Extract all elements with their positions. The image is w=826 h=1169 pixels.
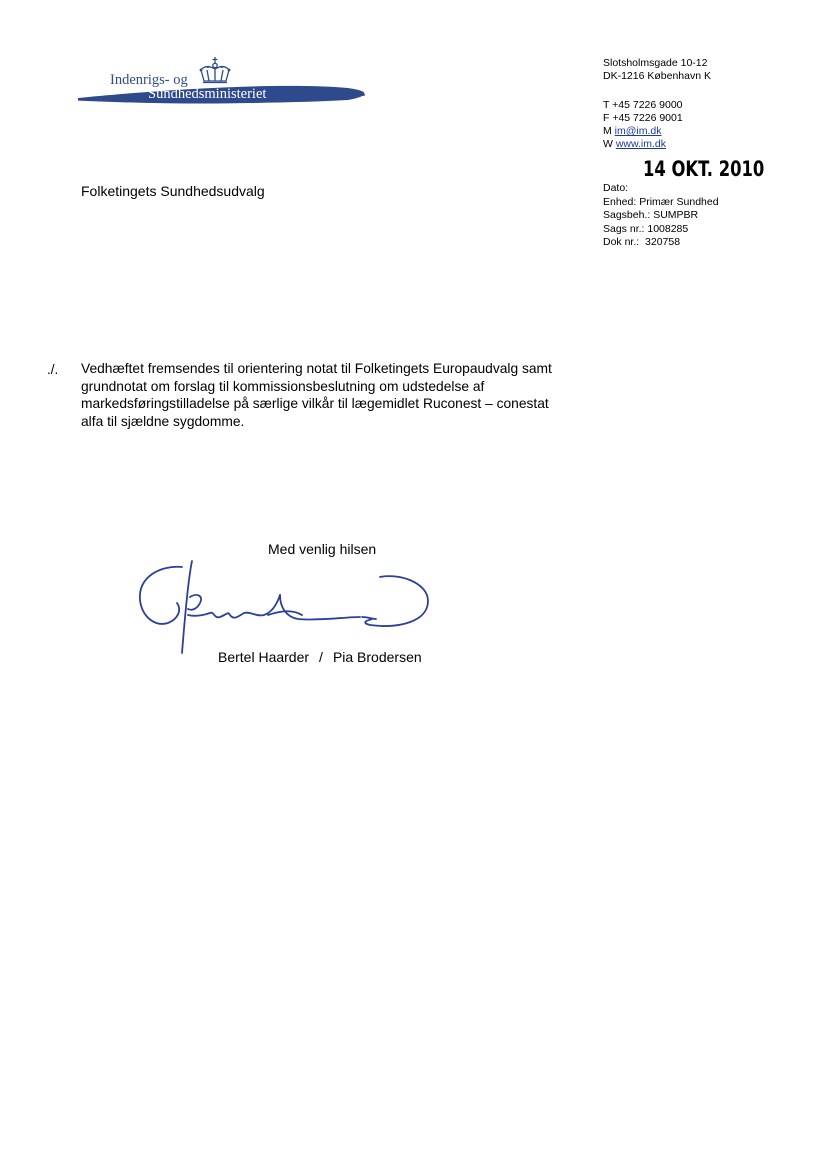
logo-text-line1: Indenrigs- og [110,72,188,88]
meta-case-number: Sags nr.: 1008285 [603,222,689,235]
meta-document-number: Dok nr.: 320758 [603,236,681,248]
body-line: alfa til sjældne sygdomme. [81,413,245,429]
fax-number: F +45 7226 9001 [603,112,683,124]
logo-text-line2: Sundhedsministeriet [148,86,267,102]
body-line: Vedhæftet fremsendes til orientering notat til Folketingets Europaudvalg samt [81,361,552,376]
enclosure-mark: ./. [47,362,59,377]
meta-unit: Enhed: Primær Sundhed [603,195,719,208]
website-link[interactable]: www.im.dk [615,138,667,150]
website-row [603,138,666,151]
email-link[interactable]: im@im.dk [614,125,662,137]
email-row [603,125,662,138]
signers [218,649,422,665]
phone-number: T +45 7226 9000 [603,99,683,111]
signer-minister: Bertel Haarder [218,649,310,665]
crown-icon [197,56,233,86]
signer-separator: / [319,649,323,665]
recipient: Folketingets Sundhedsudvalg [81,183,265,199]
website-prefix: W [603,138,613,150]
signer-official: Pia Brodersen [332,649,422,665]
body-line: markedsføringstilladelse på særlige vilkår til lægemidlet Ruconest – conestat [81,396,549,411]
meta-date: Dato: [603,182,629,194]
ministry-logo [78,54,370,112]
address-street: Slotsholmsgade 10-12 [603,57,708,69]
body-paragraph [81,360,561,430]
meta-case-handler: Sagsbeh.: SUMPBR [603,209,699,221]
body-line: grundnotat om forslag til kommissionsbeslutning om udstedelse af [81,378,485,394]
email-prefix: M [603,125,612,137]
date-stamp: 14 OKT. 2010 [643,157,765,181]
closing-greeting: Med venlig hilsen [268,541,377,557]
address-city: DK-1216 København K [603,70,711,82]
